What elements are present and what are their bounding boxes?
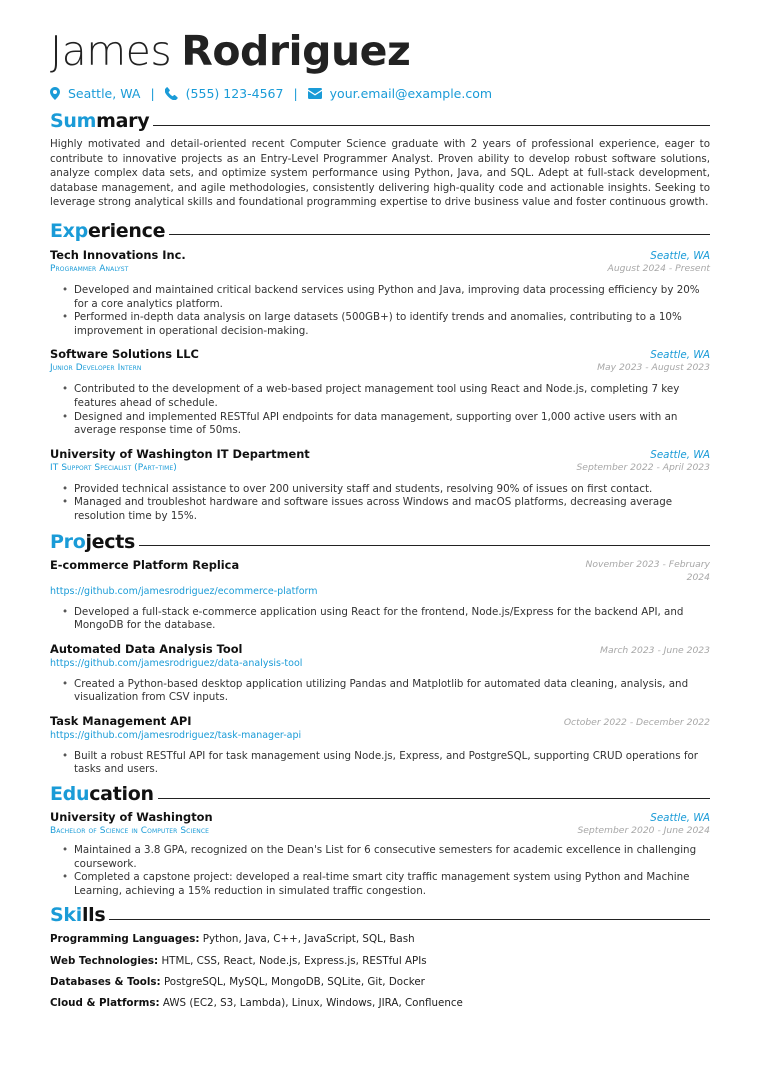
- contact-separator: |: [293, 85, 298, 101]
- entry-dates: September 2022 - April 2023: [576, 461, 710, 473]
- envelope-icon: [308, 88, 322, 99]
- bullet-list: [50, 678, 710, 705]
- phone-text: (555) 123-4567: [185, 85, 284, 101]
- skill-row: [50, 933, 710, 946]
- section-title: Education: [50, 783, 154, 806]
- candidate-name: [50, 28, 710, 74]
- skill-value: AWS (EC2, S3, Lambda), Linux, Windows, JIRA, Confluence: [162, 997, 463, 1010]
- skill-label: Programming Languages:: [50, 933, 200, 946]
- contact-location: [50, 86, 140, 101]
- skill-value: HTML, CSS, React, Node.js, Express.js, RESTful APIs: [161, 954, 427, 967]
- phone-icon: [165, 87, 178, 100]
- bullet-item: • Maintained a 3.8 GPA, recognized on the Dean's List for 6 consecutive semesters for academic excellence in challenging coursework.: [74, 844, 710, 871]
- bullet-item: • Completed a capstone project: developed a real-time smart city traffic management system using Python and Machine Learning, achieving a 15% reduction in simulated traffic congestion.: [74, 871, 710, 898]
- section-rule: [169, 234, 710, 235]
- company-name: Software Solutions LLC: [50, 347, 199, 362]
- bullet-list: [50, 483, 710, 524]
- summary-text: Highly motivated and detail-oriented recent Computer Science graduate with 2 years of professional experience, eager to contribute to innovative projects as an Entry-Level Programmer Analyst. Proven ability to develop robust software solutions, analyze complex data sets, and optimize system performance using Python, Java, and SQL. Adept at full-stack development, database management, and agile methodologies, consistently delivering high-quality code and actionable insights. Seeking to leverage strong analytical skills and foundational programming expertise to drive business value and foster continuous growth.: [50, 138, 710, 209]
- entry-location: Seattle, WA: [650, 812, 710, 825]
- skill-value: PostgreSQL, MySQL, MongoDB, SQLite, Git, Docker: [163, 976, 425, 989]
- projects-heading: [50, 530, 710, 554]
- section-title: Projects: [50, 530, 136, 553]
- experience-heading: [50, 219, 710, 243]
- bullet-item: • Contributed to the development of a web-based project management tool using React and Node.js, completing 7 key features ahead of schedule.: [74, 383, 710, 410]
- bullet-item: • Provided technical assistance to over 200 university staff and students, resolving 90% of issues on first contact.: [74, 483, 710, 497]
- project-link[interactable]: https://github.com/jamesrodriguez/task-manager-api: [50, 729, 302, 741]
- entry-dates: November 2023 - February 2024: [585, 558, 710, 583]
- bullet-list: [50, 844, 710, 898]
- section-rule: [153, 125, 710, 126]
- bullet-list: [50, 606, 710, 633]
- bullet-list: [50, 383, 710, 437]
- section-rule: [109, 919, 710, 920]
- education-heading: [50, 782, 710, 806]
- skill-row: [50, 976, 710, 989]
- project-entry: [50, 714, 710, 777]
- project-entry: [50, 558, 710, 633]
- bullet-list: [50, 284, 710, 338]
- job-role: IT Support Specialist (Part-time): [50, 462, 177, 473]
- section-rule: [139, 545, 710, 546]
- bullet-item: • Performed in-depth data analysis on large datasets (500GB+) to identify trends and anomalies, contributing to a 10% improvement in operational decision-making.: [74, 311, 710, 338]
- bullet-item: • Created a Python-based desktop application utilizing Pandas and Matplotlib for automated data cleaning, analysis, and visualization from CSV inputs.: [74, 678, 710, 705]
- skill-row: [50, 997, 710, 1010]
- project-name: E-commerce Platform Replica: [50, 557, 240, 572]
- bullet-item: • Designed and implemented RESTful API endpoints for data management, supporting over 1,000 active users with an average response time of 50ms.: [74, 411, 710, 438]
- school-name: University of Washington: [50, 810, 213, 825]
- bullet-item: • Managed and troubleshot hardware and software issues across Windows and macOS platforms, decreasing average resolution time by 15%.: [74, 496, 710, 523]
- company-name: University of Washington IT Department: [50, 446, 310, 461]
- entry-location: Seattle, WA: [650, 448, 710, 461]
- skill-label: Cloud & Platforms:: [50, 997, 160, 1010]
- summary-heading: [50, 109, 710, 133]
- company-name: Tech Innovations Inc.: [50, 247, 186, 262]
- bullet-list: [50, 750, 710, 777]
- experience-entry: [50, 447, 710, 524]
- skills-list: [50, 933, 710, 1010]
- section-rule: [158, 798, 710, 799]
- job-role: Programmer Analyst: [50, 263, 129, 274]
- email-text: your.email@example.com: [329, 85, 493, 101]
- entry-dates: October 2022 - December 2022: [563, 716, 710, 728]
- entry-location: Seattle, WA: [650, 249, 710, 262]
- contact-bar: [50, 85, 710, 101]
- entry-dates: September 2020 - June 2024: [577, 825, 710, 837]
- education-entry: [50, 810, 710, 898]
- experience-entry: [50, 347, 710, 437]
- entry-dates: August 2024 - Present: [607, 262, 710, 274]
- contact-separator: |: [150, 85, 155, 101]
- experience-entry: [50, 248, 710, 338]
- bullet-item: • Developed a full-stack e-commerce application using React for the frontend, Node.js/Express for the backend API, and MongoDB for the database.: [74, 606, 710, 633]
- skill-row: [50, 955, 710, 968]
- entry-location: Seattle, WA: [650, 349, 710, 362]
- project-name: Task Management API: [50, 713, 192, 728]
- section-title: Summary: [50, 110, 150, 132]
- entry-dates: May 2023 - August 2023: [597, 362, 710, 374]
- project-link[interactable]: https://github.com/jamesrodriguez/ecommerce-platform: [50, 585, 318, 597]
- job-role: Junior Developer Intern: [50, 363, 142, 374]
- skill-label: Databases & Tools:: [50, 976, 161, 989]
- skill-label: Web Technologies:: [50, 954, 159, 967]
- skill-value: Python, Java, C++, JavaScript, SQL, Bash: [202, 933, 415, 946]
- first-name: James: [50, 27, 172, 75]
- project-entry: [50, 642, 710, 705]
- project-name: Automated Data Analysis Tool: [50, 641, 243, 656]
- section-title: Experience: [50, 219, 166, 242]
- section-title: Skills: [50, 904, 106, 927]
- bullet-item: • Developed and maintained critical backend services using Python and Java, improving data processing efficiency by 20% for a core analytics platform.: [74, 284, 710, 311]
- map-pin-icon: [50, 87, 60, 100]
- contact-phone[interactable]: [165, 86, 284, 101]
- degree: Bachelor of Science in Computer Science: [50, 826, 210, 837]
- last-name: Rodriguez: [181, 27, 411, 75]
- bullet-item: • Built a robust RESTful API for task management using Node.js, Express, and PostgreSQL, supporting CRUD operations for tasks and users.: [74, 750, 710, 777]
- project-link[interactable]: https://github.com/jamesrodriguez/data-analysis-tool: [50, 657, 303, 669]
- entry-dates: March 2023 - June 2023: [600, 644, 710, 656]
- skills-heading: [50, 903, 710, 927]
- location-text: Seattle, WA: [68, 85, 141, 101]
- contact-email[interactable]: [308, 86, 492, 101]
